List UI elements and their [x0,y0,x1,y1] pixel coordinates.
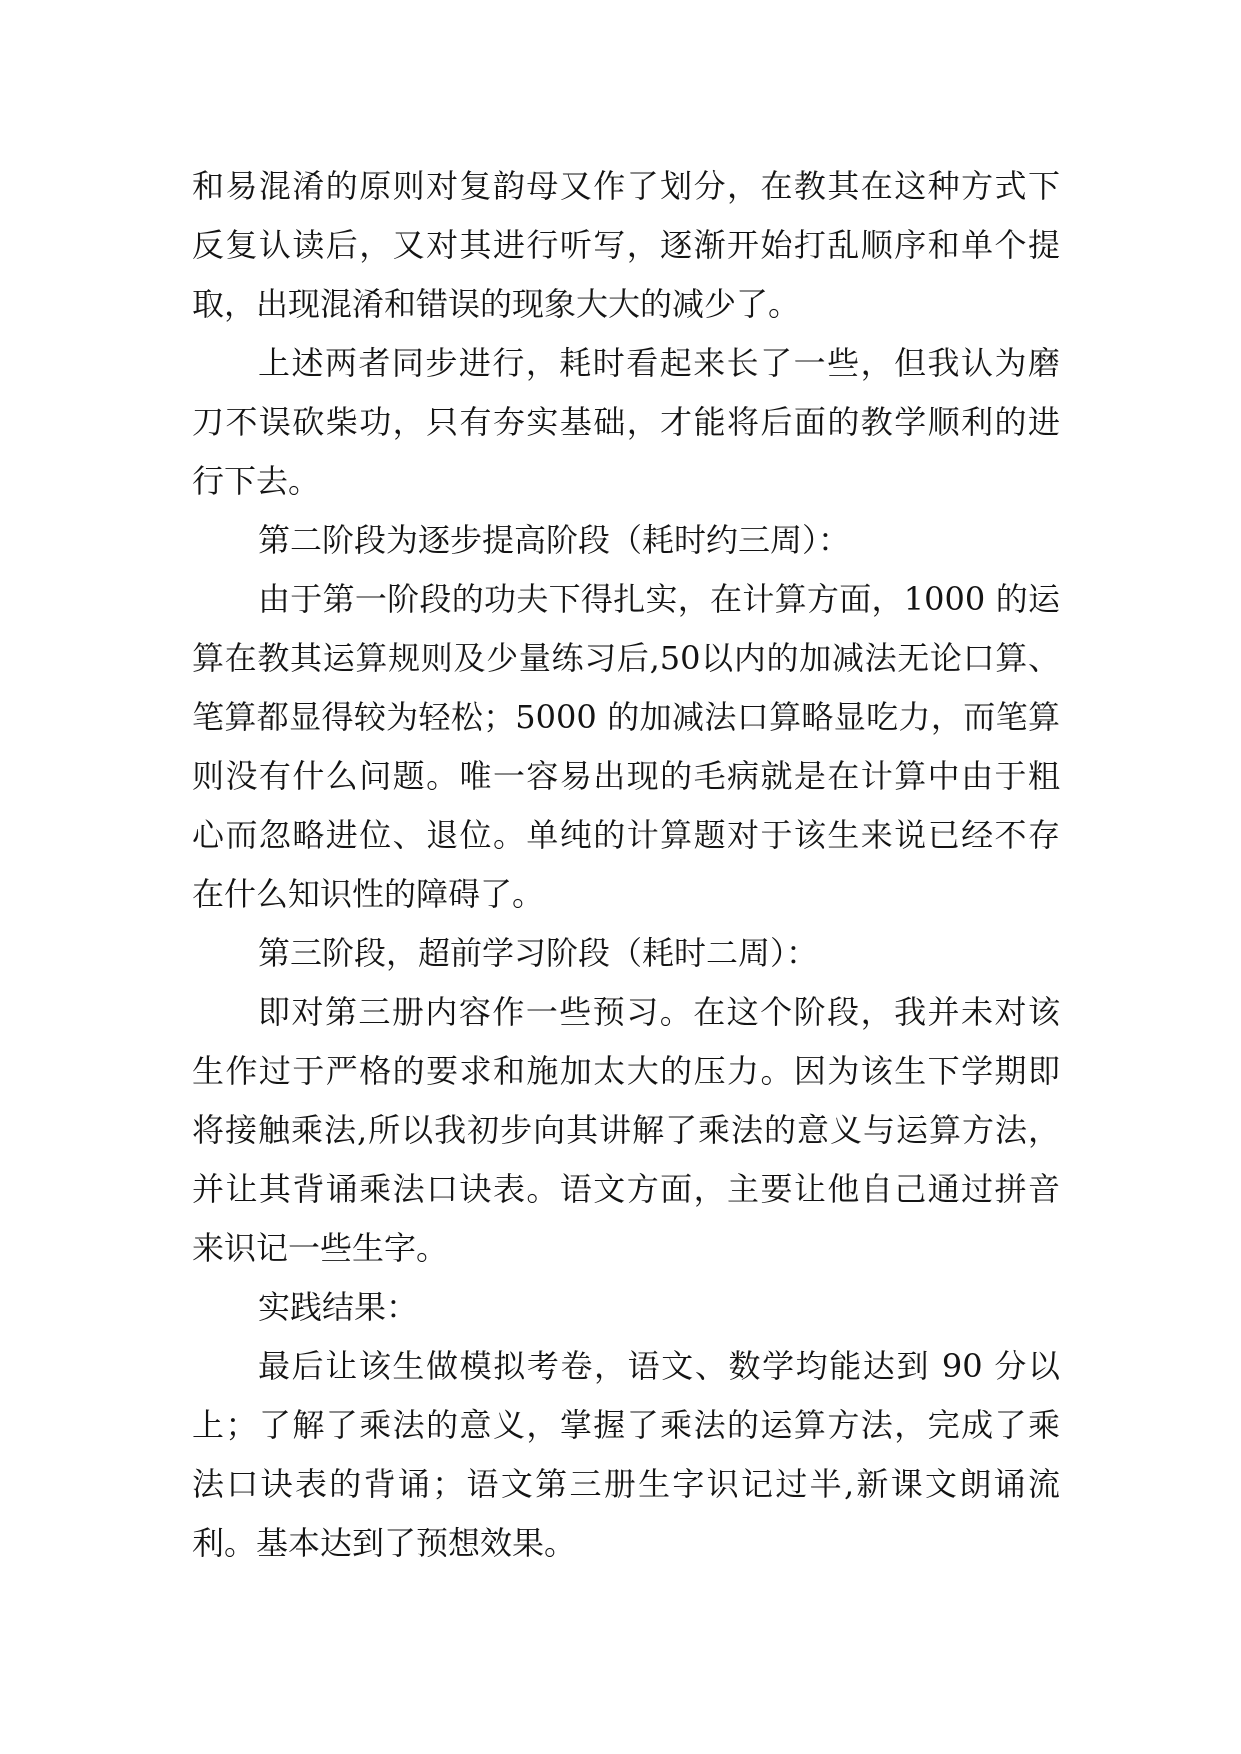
text-line: 上；了解了乘法的意义，掌握了乘法的运算方法，完成了乘 [192,1406,1060,1444]
paragraph [192,334,1060,511]
text-line: 和易混淆的原则对复韵母又作了划分，在教其在这种方式下 [192,167,1060,205]
text-line: 来识记一些生字。 [192,1229,449,1267]
text-line: 法口诀表的背诵；语文第三册生字识记过半,新课文朗诵流 [192,1465,1060,1503]
text-line: 并让其背诵乘法口诀表。语文方面，主要让他自己通过拼音 [192,1170,1060,1208]
text-line: 在什么知识性的障碍了。 [192,875,545,913]
text-line: 则没有什么问题。唯一容易出现的毛病就是在计算中由于粗 [192,757,1060,795]
section-heading [192,924,1060,983]
text-line: 笔算都显得较为轻松；5000 的加减法口算略显吃力，而笔算 [192,698,1060,736]
text-line: 刀不误砍柴功，只有夯实基础，才能将后面的教学顺利的进 [192,403,1060,441]
section-heading [192,511,1060,570]
text-line: 将接触乘法,所以我初步向其讲解了乘法的意义与运算方法， [192,1111,1060,1149]
text-line: 即对第三册内容作一些预习。在这个阶段，我并未对该 [258,993,1060,1031]
text-line: 心而忽略进位、退位。单纯的计算题对于该生来说已经不存 [192,816,1060,854]
paragraph [192,157,1060,334]
text-line: 由于第一阶段的功夫下得扎实，在计算方面，1000 的运 [258,580,1060,618]
paragraph [192,1337,1060,1573]
text-line: 上述两者同步进行，耗时看起来长了一些，但我认为磨 [258,344,1060,382]
paragraph [192,983,1060,1278]
document-body [192,157,1060,1573]
text-line: 行下去。 [192,462,321,500]
text-line: 算在教其运算规则及少量练习后,50以内的加减法无论口算、 [192,639,1060,677]
text-line: 第二阶段为逐步提高阶段（耗时约三周）： [258,521,851,559]
text-line: 反复认读后，又对其进行听写，逐渐开始打乱顺序和单个提 [192,226,1060,264]
paragraph [192,570,1060,924]
text-line: 实践结果： [258,1288,419,1326]
section-heading [192,1278,1060,1337]
text-line: 最后让该生做模拟考卷，语文、数学均能达到 90 分以 [258,1347,1060,1385]
text-line: 第三阶段，超前学习阶段（耗时二周）： [258,934,819,972]
text-line: 利。基本达到了预想效果。 [192,1524,577,1562]
text-line: 取，出现混淆和错误的现象大大的减少了。 [192,285,801,323]
text-line: 生作过于严格的要求和施加太大的压力。因为该生下学期即 [192,1052,1060,1090]
